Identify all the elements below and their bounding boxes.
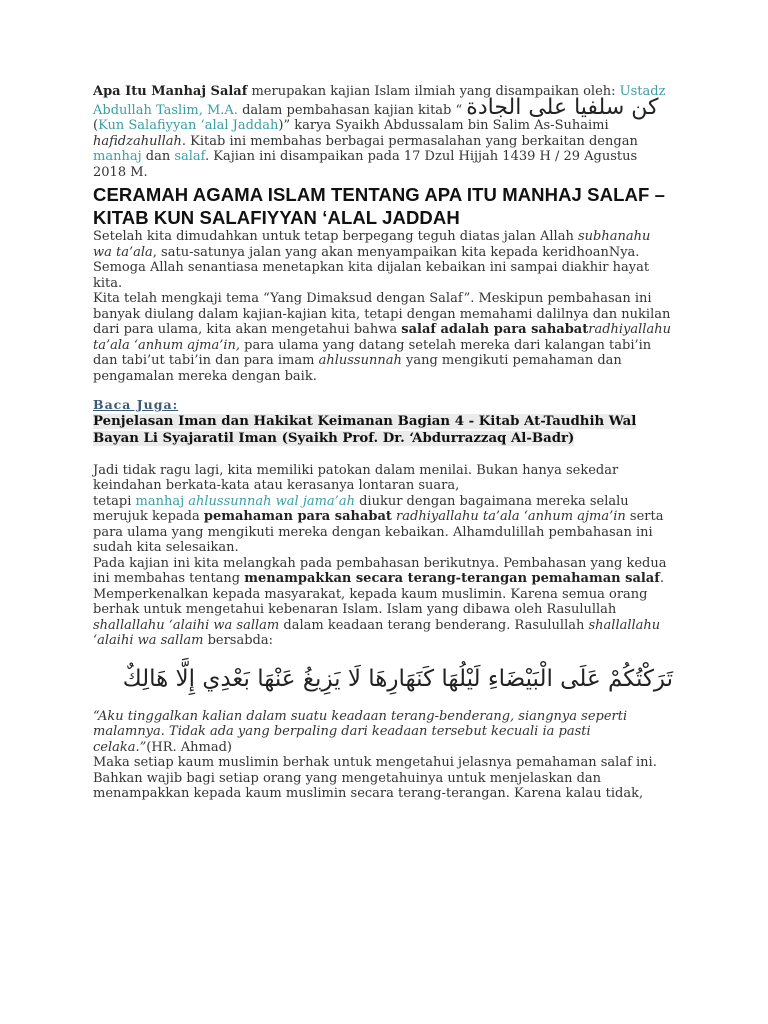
text: Setelah kita dimudahkan untuk tetap berpegang teguh diatas jalan Allah [93,229,578,244]
text: . Memperkenalkan kepada masyarakat, kepada kaum muslimin. Karena semua orang berhak untuk mengetahui kebenaran Islam. Islam yang dibawa oleh Rasulullah [93,571,664,617]
paragraph-2 [93,291,673,384]
related-article [93,413,673,447]
text: , satu-satunya jalan yang akan menyampaikan kita kepada keridhoanNya. Semoga Allah senantiasa menetapkan kita dijalan kebaikan ini sampai diakhir hayat kita. [93,244,650,291]
manhaj-link-2[interactable]: manhaj [135,493,185,509]
italic-text: subhanahu wa ta’ala [93,229,651,260]
hadith-arabic: تَرَكْتُكُمْ عَلَى الْبَيْضَاءِ لَيْلُهَا كَنَهَارِهَا لَا يَزِيغُ عَنْهَا بَعْدِي إِلَّا هَالِكٌ [122,665,673,692]
italic-text: radhiyallahu ta’ala ‘anhum ajma’in, [93,322,671,353]
paragraph-5: Maka setiap kaum muslimin berhak untuk mengetahui jelasnya pemahaman salaf ini. Bahkan wajib bagi setiap orang yang mengetahuinya untuk menjelaskan dan menampakkan kepada kaum muslimin secara terang-terangan. Karena kalau tidak, [93,755,657,801]
intro-text: . Kajian ini disampaikan pada 17 Dzul Hijjah 1439 H / 29 Agustus 2018 M. [93,149,638,180]
intro-text: dalam pembahasan kajian kitab “ [237,102,467,118]
paragraph-3 [93,463,673,556]
italic-text: ahlussunnah [318,353,402,368]
italic-text: radhiyallahu ta’ala ‘anhum ajma’in [391,509,626,524]
quote-text: “Aku tinggalkan kalian dalam suatu keadaan terang-benderang, siangnya seperti malamnya. Tidak ada yang berpaling dari keadaan tersebut kecuali ia pasti celaka.” [93,708,628,755]
intro-paragraph [93,84,673,180]
bold-text: pemahaman para sahabat [203,509,392,524]
hafidz-text: hafidzahullah [93,133,182,149]
text: serta para ulama yang mengikuti mereka dengan kebaikan. Alhamdulillah pembahasan ini sudah kita selesaikan. [93,509,664,555]
spacer [93,447,673,463]
intro-title: Apa Itu Manhaj Salaf [93,84,248,99]
text: Jadi tidak ragu lagi, kita memiliki patokan dalam menilai. Bukan hanya sekedar keindahan berkata-kata atau kerasanya lontaran suara, [93,462,619,493]
text: Pada kajian ini kita melangkah pada pembahasan berikutnya. Pembahasan yang kedua ini membahas tentang [93,555,667,586]
text: tetapi [93,493,136,509]
paragraph-4 [93,556,673,649]
manhaj-link[interactable]: manhaj [93,149,142,164]
text: dalam keadaan terang benderang. Rasulullah [279,617,589,633]
text: diukur dengan bagaimana mereka selalu merujuk kepada [93,493,629,524]
text: Kita telah mengkaji tema “Yang Dimaksud dengan Salaf”. Meskipun pembahasan ini banyak diulang dalam kajian-kajian kita, tetapi dengan memahami dalilnya dan nukilan dari para ulama, kita akan mengetahui bahwa [93,291,671,337]
text: bersabda: [203,633,273,648]
italic-text: shallallahu ‘alaihi wa sallam [93,617,661,648]
intro-text: . Kitab ini membahas berbagai permasalahan yang berkaitan dengan [181,133,638,149]
kitab-link[interactable]: Kun Salafiyyan ‘alal Jaddah [98,118,279,133]
paragraph-1 [93,229,673,291]
ustadz-link[interactable]: Ustadz Abdullah Taslim, M.A. [93,84,666,118]
italic-text: shallallahu ‘alaihi wa sallam [93,617,280,633]
wal-jamaah-text: wal jama’ah [275,493,355,509]
article-body [93,84,673,802]
bold-text: salaf adalah para sahabat [401,322,589,337]
intro-text: )” karya Syaikh Abdussalam bin Salim As-Suhaimi [278,118,609,133]
article-heading: CERAMAH AGAMA ISLAM TENTANG APA ITU MANHAJ SALAF – KITAB KUN SALAFIYYAN ‘ALAL JADDAH [93,184,665,228]
hadith-translation [93,709,673,756]
wal-jamaah-link[interactable] [276,494,355,509]
salaf-link[interactable]: salaf [174,149,206,164]
quote-source: (HR. Ahmad) [146,739,232,755]
ahlussunnah-text: ahlussunnah [188,493,272,509]
related-article-link[interactable]: Penjelasan Iman dan Hakikat Keimanan Bagian 4 - Kitab At-Taudhih Wal Bayan Li Syajaratil Iman (Syaikh Prof. Dr. ‘Abdurrazzaq Al-Badr) [93,413,637,446]
kitab-arabic-title: كن سلفيا على الجادة [466,94,659,120]
bold-text: menampakkan secara terang-terangan pemahaman salaf [244,571,660,586]
ahlussunnah-link[interactable] [188,494,271,509]
intro-text: ( [93,118,99,133]
intro-text: dan [141,149,175,164]
text: yang mengikuti pemahaman dan pengamalan mereka dengan baik. [93,353,622,384]
baca-juga-label: Baca Juga: [93,397,179,412]
text: para ulama yang datang setelah mereka dari kalangan tabi’in dan tabi’ut tabi’in dan para imam [93,337,652,368]
intro-text: merupakan kajian Islam ilmiah yang disampaikan oleh: [247,84,620,99]
